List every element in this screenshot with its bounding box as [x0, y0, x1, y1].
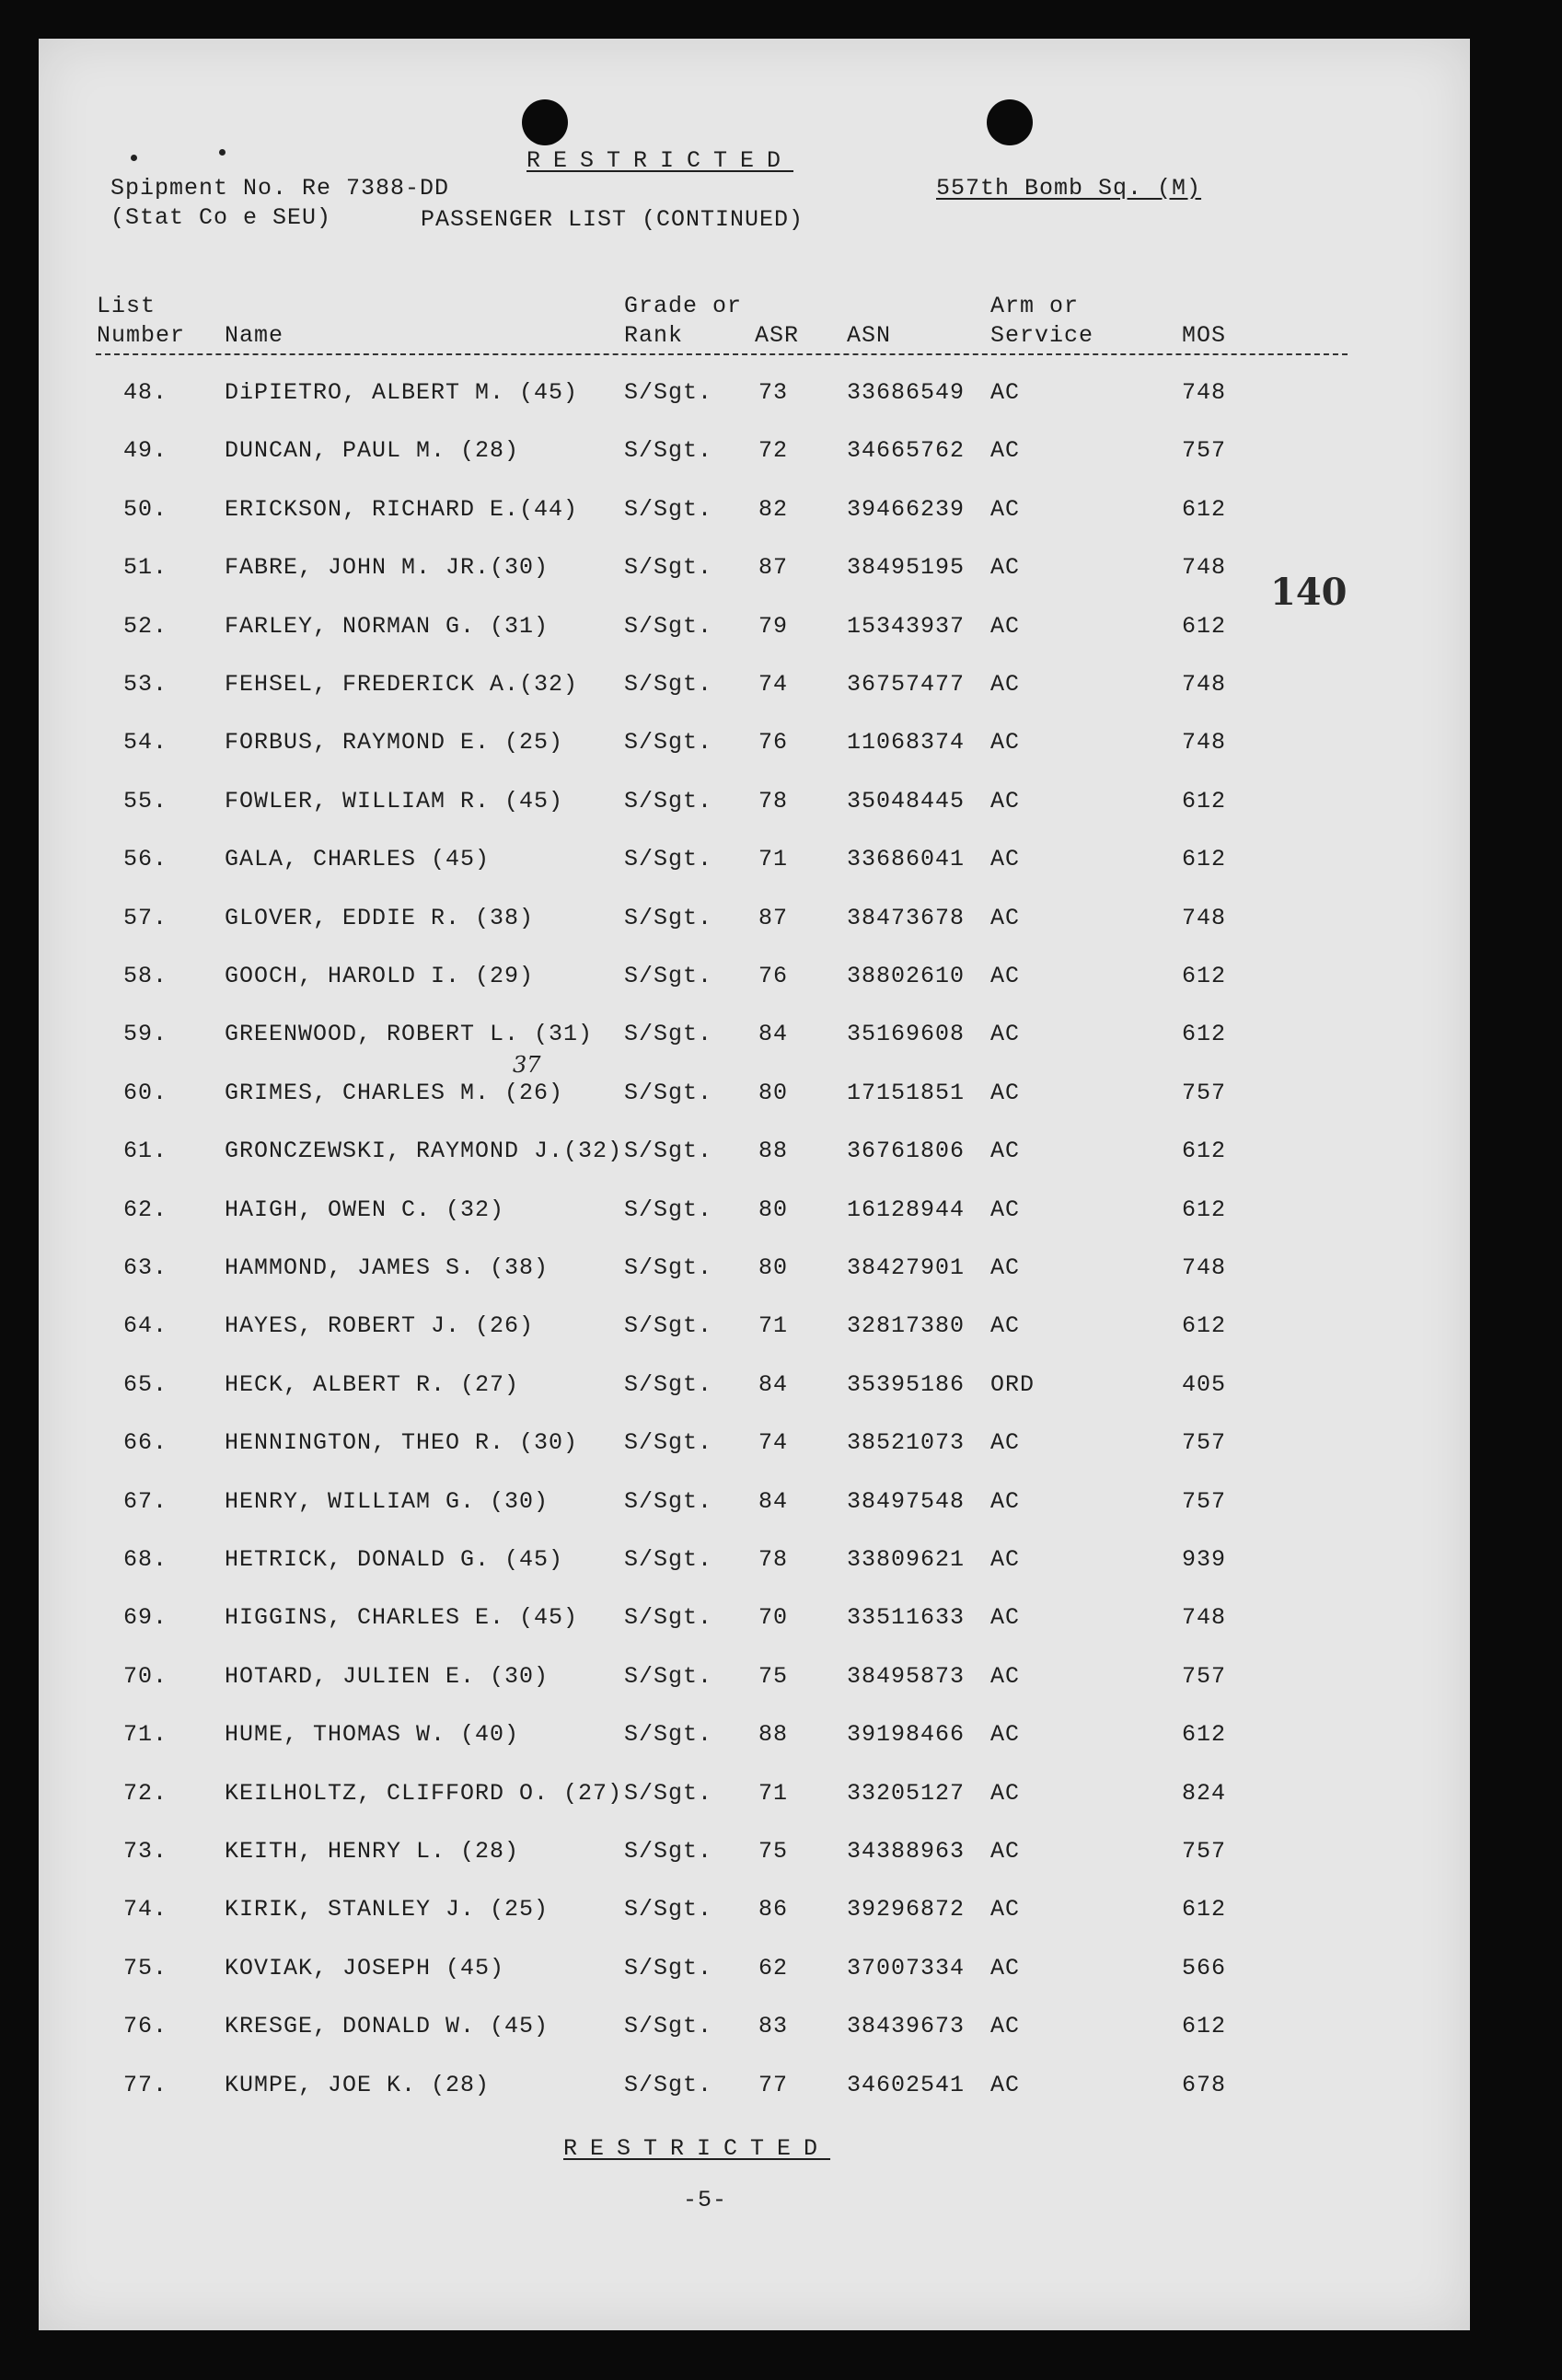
- cell-arm: ORD: [990, 1370, 1036, 1398]
- cell-name: DUNCAN, PAUL M. (28): [225, 437, 520, 465]
- table-row: [39, 496, 1470, 533]
- cell-arm: AC: [990, 379, 1021, 406]
- cell-asn: 38473678: [847, 904, 966, 931]
- cell-mos: 678: [1182, 2071, 1227, 2098]
- col-header-asr: ASR: [755, 322, 800, 349]
- table-row: [39, 1429, 1470, 1466]
- col-header-grade-2: Rank: [624, 322, 684, 349]
- cell-asr: 84: [758, 1370, 789, 1398]
- cell-name: FORBUS, RAYMOND E. (25): [225, 729, 564, 757]
- cell-asn: 11068374: [847, 729, 966, 757]
- col-header-list-1: List: [97, 293, 156, 319]
- cell-num: 57.: [123, 904, 168, 931]
- cell-mos: 824: [1182, 1779, 1227, 1807]
- cell-name: KIRIK, STANLEY J. (25): [225, 1896, 550, 1924]
- cell-num: 56.: [123, 846, 168, 873]
- cell-name: KUMPE, JOE K. (28): [225, 2071, 491, 2098]
- cell-grade: S/Sgt.: [624, 495, 713, 523]
- cell-grade: S/Sgt.: [624, 1196, 713, 1223]
- table-row: [39, 1021, 1470, 1057]
- table-row: [39, 1955, 1470, 1992]
- cell-asr: 80: [758, 1254, 789, 1281]
- cell-num: 50.: [123, 495, 168, 523]
- cell-grade: S/Sgt.: [624, 963, 713, 989]
- cell-num: 69.: [123, 1604, 168, 1632]
- cell-num: 58.: [123, 963, 168, 989]
- cell-asn: 33809621: [847, 1546, 966, 1573]
- table-row: [39, 1721, 1470, 1758]
- cell-asr: 77: [758, 2071, 789, 2098]
- table-row: [39, 846, 1470, 883]
- cell-asn: 39198466: [847, 1721, 966, 1749]
- cell-asn: 35395186: [847, 1370, 966, 1398]
- cell-asn: 32817380: [847, 1312, 966, 1340]
- cell-mos: 748: [1182, 379, 1227, 406]
- cell-grade: S/Sgt.: [624, 671, 713, 698]
- cell-grade: S/Sgt.: [624, 2013, 713, 2040]
- shipment-number: Spipment No. Re 7388-DD: [110, 175, 450, 202]
- cell-num: 71.: [123, 1721, 168, 1749]
- cell-grade: S/Sgt.: [624, 1370, 713, 1398]
- cell-grade: S/Sgt.: [624, 612, 713, 640]
- cell-asr: 76: [758, 963, 789, 989]
- cell-num: 54.: [123, 729, 168, 757]
- cell-num: 74.: [123, 1896, 168, 1924]
- cell-num: 64.: [123, 1312, 168, 1340]
- table-row: [39, 788, 1470, 825]
- cell-mos: 612: [1182, 495, 1227, 523]
- table-row: [39, 963, 1470, 999]
- header-divider: [96, 353, 1348, 355]
- document-title: PASSENGER LIST (CONTINUED): [421, 206, 804, 233]
- table-row: [39, 905, 1470, 942]
- restricted-footer: RESTRICTED: [563, 2135, 831, 2162]
- cell-num: 60.: [123, 1079, 168, 1106]
- table-row: [39, 1780, 1470, 1817]
- cell-grade: S/Sgt.: [624, 1604, 713, 1632]
- cell-asn: 33686041: [847, 846, 966, 873]
- cell-arm: AC: [990, 963, 1021, 989]
- table-row: [39, 1488, 1470, 1525]
- cell-name: HOTARD, JULIEN E. (30): [225, 1662, 550, 1690]
- cell-name: GLOVER, EDDIE R. (38): [225, 904, 535, 931]
- cell-num: 67.: [123, 1487, 168, 1515]
- cell-name: KRESGE, DONALD W. (45): [225, 2013, 550, 2040]
- cell-mos: 612: [1182, 787, 1227, 815]
- cell-asr: 74: [758, 1429, 789, 1457]
- cell-arm: AC: [990, 729, 1021, 757]
- cell-asr: 78: [758, 787, 789, 815]
- cell-name: FARLEY, NORMAN G. (31): [225, 612, 550, 640]
- table-row: [39, 1138, 1470, 1174]
- col-header-grade-1: Grade or: [624, 293, 743, 319]
- col-header-mos: MOS: [1182, 322, 1227, 349]
- cell-name: GRONCZEWSKI, RAYMOND J.(32): [225, 1138, 623, 1165]
- cell-num: 49.: [123, 437, 168, 465]
- table-row: [39, 1254, 1470, 1291]
- cell-arm: AC: [990, 2013, 1021, 2040]
- cell-asr: 80: [758, 1196, 789, 1223]
- cell-name: HAIGH, OWEN C. (32): [225, 1196, 505, 1223]
- table-row: [39, 1546, 1470, 1583]
- cell-arm: AC: [990, 1604, 1021, 1632]
- cell-arm: AC: [990, 1546, 1021, 1573]
- cell-name: DiPIETRO, ALBERT M. (45): [225, 379, 579, 406]
- page-number: -5-: [683, 2187, 728, 2213]
- cell-grade: S/Sgt.: [624, 1721, 713, 1749]
- cell-asr: 82: [758, 495, 789, 523]
- cell-num: 66.: [123, 1429, 168, 1457]
- table-row: [39, 1312, 1470, 1349]
- cell-asn: 37007334: [847, 1954, 966, 1981]
- cell-asr: 88: [758, 1138, 789, 1165]
- cell-asr: 70: [758, 1604, 789, 1632]
- cell-asn: 36757477: [847, 671, 966, 698]
- cell-num: 59.: [123, 1021, 168, 1048]
- cell-asr: 76: [758, 729, 789, 757]
- cell-name: GALA, CHARLES (45): [225, 846, 491, 873]
- cell-arm: AC: [990, 1779, 1021, 1807]
- cell-num: 76.: [123, 2013, 168, 2040]
- cell-mos: 612: [1182, 1196, 1227, 1223]
- cell-grade: S/Sgt.: [624, 1838, 713, 1865]
- cell-asr: 73: [758, 379, 789, 406]
- cell-asn: 38497548: [847, 1487, 966, 1515]
- cell-name: GRIMES, CHARLES M. (26): [225, 1079, 564, 1106]
- cell-arm: AC: [990, 612, 1021, 640]
- cell-num: 61.: [123, 1138, 168, 1165]
- cell-arm: AC: [990, 1429, 1021, 1457]
- cell-mos: 757: [1182, 437, 1227, 465]
- cell-arm: AC: [990, 1487, 1021, 1515]
- cell-arm: AC: [990, 1312, 1021, 1340]
- cell-asn: 33686549: [847, 379, 966, 406]
- unit-name: 557th Bomb Sq. (M): [936, 175, 1202, 202]
- handwritten-annotation: 37: [513, 1052, 541, 1078]
- cell-asr: 83: [758, 2013, 789, 2040]
- cell-asr: 75: [758, 1662, 789, 1690]
- cell-mos: 748: [1182, 1254, 1227, 1281]
- cell-grade: S/Sgt.: [624, 846, 713, 873]
- table-row: [39, 1604, 1470, 1641]
- cell-asr: 78: [758, 1546, 789, 1573]
- cell-arm: AC: [990, 554, 1021, 582]
- cell-name: KOVIAK, JOSEPH (45): [225, 1954, 505, 1981]
- table-row: [39, 1196, 1470, 1233]
- cell-name: HECK, ALBERT R. (27): [225, 1370, 520, 1398]
- cell-mos: 939: [1182, 1546, 1227, 1573]
- cell-asn: 38439673: [847, 2013, 966, 2040]
- cell-grade: S/Sgt.: [624, 1429, 713, 1457]
- cell-grade: S/Sgt.: [624, 379, 713, 406]
- cell-num: 77.: [123, 2071, 168, 2098]
- cell-name: HUME, THOMAS W. (40): [225, 1721, 520, 1749]
- cell-grade: S/Sgt.: [624, 1079, 713, 1106]
- cell-asn: 35048445: [847, 787, 966, 815]
- cell-mos: 748: [1182, 1604, 1227, 1632]
- cell-name: HENRY, WILLIAM G. (30): [225, 1487, 550, 1515]
- cell-name: HAMMOND, JAMES S. (38): [225, 1254, 550, 1281]
- table-row: [39, 1371, 1470, 1408]
- cell-asn: 38521073: [847, 1429, 966, 1457]
- cell-mos: 757: [1182, 1487, 1227, 1515]
- cell-arm: AC: [990, 2071, 1021, 2098]
- cell-mos: 405: [1182, 1370, 1227, 1398]
- cell-grade: S/Sgt.: [624, 437, 713, 465]
- cell-arm: AC: [990, 1196, 1021, 1223]
- table-row: [39, 1896, 1470, 1933]
- cell-asn: 34388963: [847, 1838, 966, 1865]
- cell-grade: S/Sgt.: [624, 904, 713, 931]
- cell-asr: 84: [758, 1021, 789, 1048]
- cell-mos: 757: [1182, 1662, 1227, 1690]
- cell-asr: 84: [758, 1487, 789, 1515]
- cell-grade: S/Sgt.: [624, 2071, 713, 2098]
- cell-asr: 71: [758, 1312, 789, 1340]
- cell-asn: 16128944: [847, 1196, 966, 1223]
- cell-arm: AC: [990, 1838, 1021, 1865]
- cell-mos: 612: [1182, 846, 1227, 873]
- cell-asn: 35169608: [847, 1021, 966, 1048]
- cell-asn: 39296872: [847, 1896, 966, 1924]
- cell-grade: S/Sgt.: [624, 729, 713, 757]
- cell-grade: S/Sgt.: [624, 1896, 713, 1924]
- cell-asr: 87: [758, 904, 789, 931]
- cell-asn: 34665762: [847, 437, 966, 465]
- cell-name: HAYES, ROBERT J. (26): [225, 1312, 535, 1340]
- cell-asr: 74: [758, 671, 789, 698]
- cell-num: 63.: [123, 1254, 168, 1281]
- cell-mos: 612: [1182, 1896, 1227, 1924]
- cell-grade: S/Sgt.: [624, 1021, 713, 1048]
- cell-name: HETRICK, DONALD G. (45): [225, 1546, 564, 1573]
- cell-mos: 612: [1182, 1721, 1227, 1749]
- cell-arm: AC: [990, 1138, 1021, 1165]
- cell-asr: 79: [758, 612, 789, 640]
- table-row: [39, 554, 1470, 591]
- punch-hole-left: [522, 99, 568, 145]
- col-header-list-2: Number: [97, 322, 186, 349]
- cell-asn: 36761806: [847, 1138, 966, 1165]
- cell-arm: AC: [990, 1021, 1021, 1048]
- cell-asn: 38495195: [847, 554, 966, 582]
- cell-asr: 88: [758, 1721, 789, 1749]
- cell-name: HIGGINS, CHARLES E. (45): [225, 1604, 579, 1632]
- cell-grade: S/Sgt.: [624, 554, 713, 582]
- restricted-header: RESTRICTED: [526, 147, 794, 174]
- cell-mos: 748: [1182, 671, 1227, 698]
- cell-mos: 612: [1182, 612, 1227, 640]
- cell-asn: 38802610: [847, 963, 966, 989]
- cell-name: GOOCH, HAROLD I. (29): [225, 963, 535, 989]
- cell-grade: S/Sgt.: [624, 1254, 713, 1281]
- cell-grade: S/Sgt.: [624, 1954, 713, 1981]
- table-row: [39, 2072, 1470, 2108]
- cell-num: 75.: [123, 1954, 168, 1981]
- cell-mos: 612: [1182, 1312, 1227, 1340]
- cell-name: KEITH, HENRY L. (28): [225, 1838, 520, 1865]
- cell-asn: 33511633: [847, 1604, 966, 1632]
- cell-name: HENNINGTON, THEO R. (30): [225, 1429, 579, 1457]
- cell-arm: AC: [990, 1662, 1021, 1690]
- cell-name: GREENWOOD, ROBERT L. (31): [225, 1021, 594, 1048]
- cell-arm: AC: [990, 1254, 1021, 1281]
- document-page: [39, 39, 1470, 2330]
- cell-grade: S/Sgt.: [624, 1662, 713, 1690]
- cell-name: FOWLER, WILLIAM R. (45): [225, 787, 564, 815]
- table-row: [39, 613, 1470, 650]
- cell-asn: 38495873: [847, 1662, 966, 1690]
- cell-grade: S/Sgt.: [624, 1487, 713, 1515]
- cell-num: 65.: [123, 1370, 168, 1398]
- cell-mos: 748: [1182, 554, 1227, 582]
- cell-mos: 566: [1182, 1954, 1227, 1981]
- cell-num: 48.: [123, 379, 168, 406]
- cell-arm: AC: [990, 1079, 1021, 1106]
- ink-dot: [219, 149, 226, 156]
- cell-num: 72.: [123, 1779, 168, 1807]
- cell-arm: AC: [990, 1721, 1021, 1749]
- cell-arm: AC: [990, 1896, 1021, 1924]
- table-row: [39, 2013, 1470, 2050]
- cell-asr: 71: [758, 1779, 789, 1807]
- cell-mos: 757: [1182, 1079, 1227, 1106]
- cell-arm: AC: [990, 846, 1021, 873]
- table-row: [39, 671, 1470, 708]
- col-header-name: Name: [225, 322, 284, 349]
- cell-mos: 748: [1182, 729, 1227, 757]
- cell-arm: AC: [990, 437, 1021, 465]
- cell-grade: S/Sgt.: [624, 787, 713, 815]
- cell-name: FEHSEL, FREDERICK A.(32): [225, 671, 579, 698]
- stat-code: (Stat Co e SEU): [110, 204, 332, 231]
- table-row: [39, 379, 1470, 416]
- cell-arm: AC: [990, 904, 1021, 931]
- stamped-number: 140: [1270, 571, 1348, 614]
- cell-arm: AC: [990, 787, 1021, 815]
- cell-asn: 34602541: [847, 2071, 966, 2098]
- cell-mos: 612: [1182, 2013, 1227, 2040]
- table-row: [39, 1080, 1470, 1116]
- col-header-asn: ASN: [847, 322, 892, 349]
- cell-asn: 38427901: [847, 1254, 966, 1281]
- cell-mos: 757: [1182, 1429, 1227, 1457]
- table-row: [39, 729, 1470, 766]
- ink-dot: [131, 155, 137, 161]
- cell-asn: 17151851: [847, 1079, 966, 1106]
- punch-hole-right: [987, 99, 1033, 145]
- cell-name: KEILHOLTZ, CLIFFORD O. (27): [225, 1779, 623, 1807]
- cell-asr: 62: [758, 1954, 789, 1981]
- cell-asr: 87: [758, 554, 789, 582]
- cell-mos: 757: [1182, 1838, 1227, 1865]
- cell-asn: 33205127: [847, 1779, 966, 1807]
- table-row: [39, 1838, 1470, 1875]
- cell-asr: 71: [758, 846, 789, 873]
- cell-asr: 75: [758, 1838, 789, 1865]
- cell-num: 70.: [123, 1662, 168, 1690]
- cell-name: ERICKSON, RICHARD E.(44): [225, 495, 579, 523]
- cell-mos: 612: [1182, 1021, 1227, 1048]
- cell-asr: 80: [758, 1079, 789, 1106]
- cell-num: 51.: [123, 554, 168, 582]
- cell-num: 53.: [123, 671, 168, 698]
- cell-num: 55.: [123, 787, 168, 815]
- table-row: [39, 1663, 1470, 1700]
- cell-num: 52.: [123, 612, 168, 640]
- cell-mos: 748: [1182, 904, 1227, 931]
- cell-asn: 39466239: [847, 495, 966, 523]
- cell-mos: 612: [1182, 1138, 1227, 1165]
- cell-name: FABRE, JOHN M. JR.(30): [225, 554, 550, 582]
- col-header-arm-2: Service: [990, 322, 1094, 349]
- cell-num: 73.: [123, 1838, 168, 1865]
- cell-grade: S/Sgt.: [624, 1546, 713, 1573]
- cell-arm: AC: [990, 671, 1021, 698]
- cell-mos: 612: [1182, 963, 1227, 989]
- cell-grade: S/Sgt.: [624, 1779, 713, 1807]
- cell-arm: AC: [990, 495, 1021, 523]
- cell-num: 68.: [123, 1546, 168, 1573]
- table-row: [39, 437, 1470, 474]
- cell-arm: AC: [990, 1954, 1021, 1981]
- cell-asn: 15343937: [847, 612, 966, 640]
- cell-num: 62.: [123, 1196, 168, 1223]
- cell-grade: S/Sgt.: [624, 1138, 713, 1165]
- cell-grade: S/Sgt.: [624, 1312, 713, 1340]
- cell-asr: 72: [758, 437, 789, 465]
- cell-asr: 86: [758, 1896, 789, 1924]
- col-header-arm-1: Arm or: [990, 293, 1080, 319]
